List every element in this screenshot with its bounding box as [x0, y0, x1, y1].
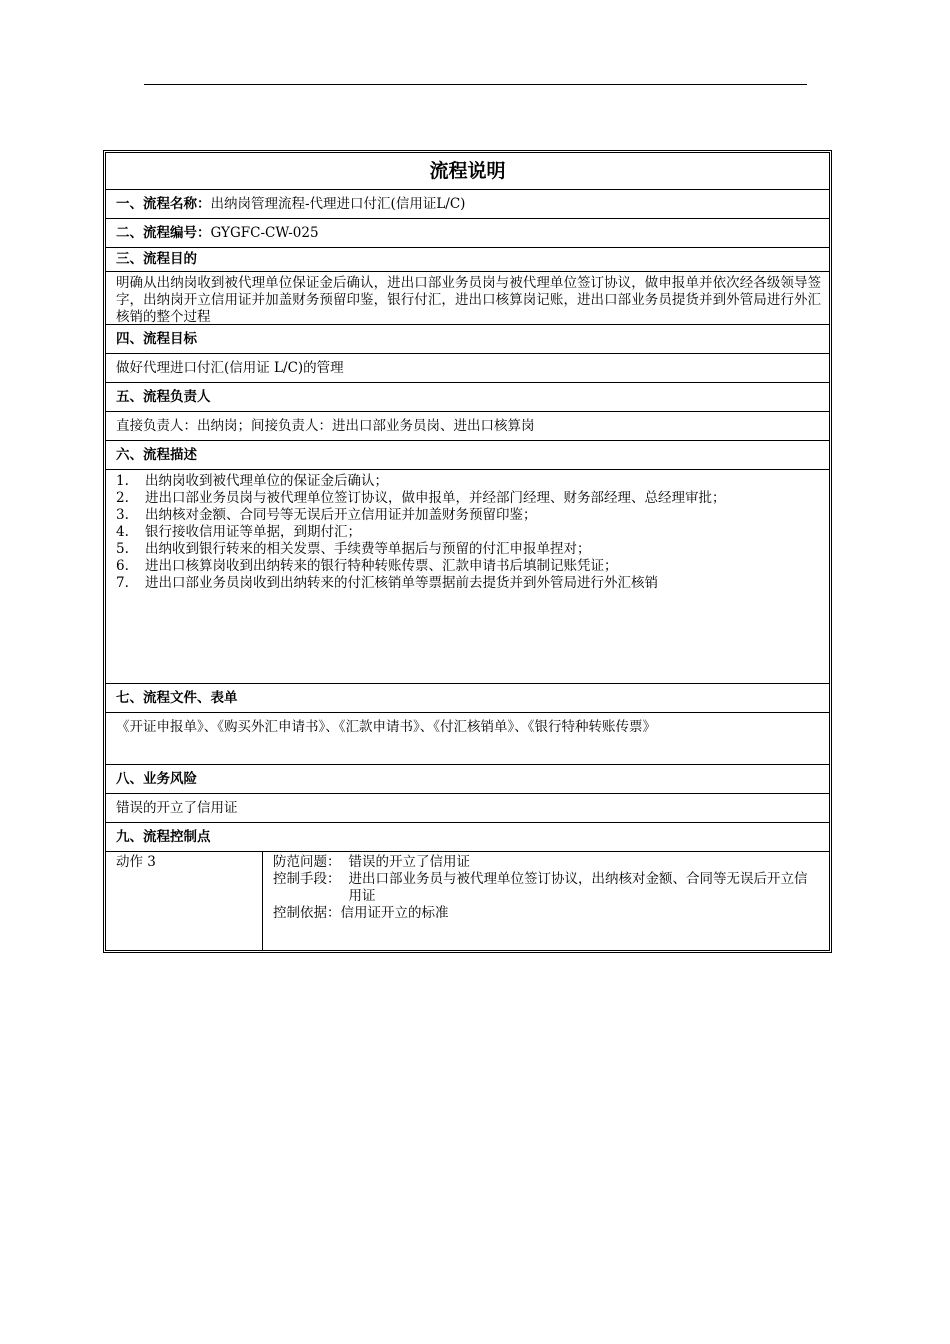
- files-text-row: [106, 713, 829, 765]
- process-steps-list: [116, 473, 819, 592]
- goal-heading-row: [106, 325, 829, 354]
- process-step: 6. 进出口核算岗收到出纳转来的银行特种转账传票、汇款申请书后填制记账凭证；: [116, 558, 618, 574]
- description-steps-row: [106, 470, 829, 684]
- control-problem: [273, 854, 819, 871]
- files-heading-row: [106, 684, 829, 713]
- process-code-value: GYGFC-CW-025: [210, 224, 319, 241]
- control-heading-row: [106, 823, 829, 852]
- process-document-table: [105, 152, 830, 951]
- process-code-label: 二、流程编号：: [116, 224, 211, 241]
- process-name-row: [106, 190, 829, 219]
- process-step: 4. 银行接收信用证等单据，到期付汇；: [116, 524, 361, 540]
- files-text: 《开证申报单》、《购买外汇申请书》、《汇款申请书》、《付汇核销单》、《银行特种转账传票》: [116, 719, 656, 735]
- process-step: 3. 出纳核对金额、合同号等无误后开立信用证并加盖财务预留印鉴；: [116, 507, 537, 523]
- control-basis-label: 控制依据：: [273, 905, 341, 921]
- risk-text: 错误的开立了信用证: [116, 799, 238, 816]
- process-step: 1. 出纳岗收到被代理单位的保证金后确认；: [116, 473, 388, 489]
- control-detail-cell: [263, 852, 829, 950]
- control-basis-value: 信用证开立的标准: [340, 905, 449, 921]
- control-action-cell: [106, 852, 263, 950]
- control-means-label: 控制手段：: [273, 871, 341, 887]
- process-code-row: [106, 219, 829, 248]
- purpose-text: 明确从出纳岗收到被代理单位保证金后确认，进出口部业务员岗与被代理单位签订协议，做申报单并依次经各级领导签字，出纳岗开立信用证并加盖财务预留印鉴，银行付汇，进出口核算岗记账，进出口部业务员提货并到外管局进行外汇核销的整个过程: [116, 275, 821, 325]
- control-means-value: 进出口部业务员与被代理单位签订协议，出纳核对金额、合同等无误后开立信用证: [348, 871, 808, 904]
- owner-text: 直接负责人：出纳岗；间接负责人：进出口部业务员岗、进出口核算岗: [116, 417, 535, 434]
- description-heading: 六、流程描述: [116, 446, 197, 463]
- risk-heading: 八、业务风险: [116, 770, 197, 787]
- owner-text-row: [106, 412, 829, 441]
- process-step: 7. 进出口部业务员岗收到出纳转来的付汇核销单等票据前去提货并到外管局进行外汇核销: [116, 575, 658, 591]
- control-heading: 九、流程控制点: [116, 828, 211, 845]
- description-heading-row: [106, 441, 829, 470]
- control-means: [273, 871, 819, 905]
- purpose-heading-row: [106, 248, 829, 272]
- control-action: 动作 3: [116, 854, 156, 870]
- owner-heading: 五、流程负责人: [116, 388, 211, 405]
- process-name-value: 出纳岗管理流程-代理进口付汇(信用证L/C): [210, 195, 466, 212]
- process-step: 2. 进出口部业务员岗与被代理单位签订协议，做申报单，并经部门经理、财务部经理、总经理审批；: [116, 490, 726, 506]
- purpose-heading: 三、流程目的: [116, 251, 197, 267]
- header-rule: [144, 84, 807, 85]
- risk-heading-row: [106, 765, 829, 794]
- document-title: [106, 153, 829, 190]
- process-name-label: 一、流程名称：: [116, 195, 211, 212]
- goal-text-row: [106, 354, 829, 383]
- risk-text-row: [106, 794, 829, 823]
- control-basis: [273, 905, 819, 922]
- document-title-text: 流程说明: [429, 159, 506, 182]
- goal-heading: 四、流程目标: [116, 330, 197, 347]
- control-problem-label: 防范问题：: [273, 854, 341, 870]
- purpose-text-row: [106, 272, 829, 325]
- control-problem-value: 错误的开立了信用证: [348, 854, 470, 870]
- goal-text: 做好代理进口付汇(信用证 L/C)的管理: [116, 359, 344, 376]
- control-point-row: [106, 852, 829, 950]
- files-heading: 七、流程文件、表单: [116, 689, 238, 706]
- owner-heading-row: [106, 383, 829, 412]
- process-step: 5. 出纳收到银行转来的相关发票、手续费等单据后与预留的付汇申报单捏对；: [116, 541, 591, 557]
